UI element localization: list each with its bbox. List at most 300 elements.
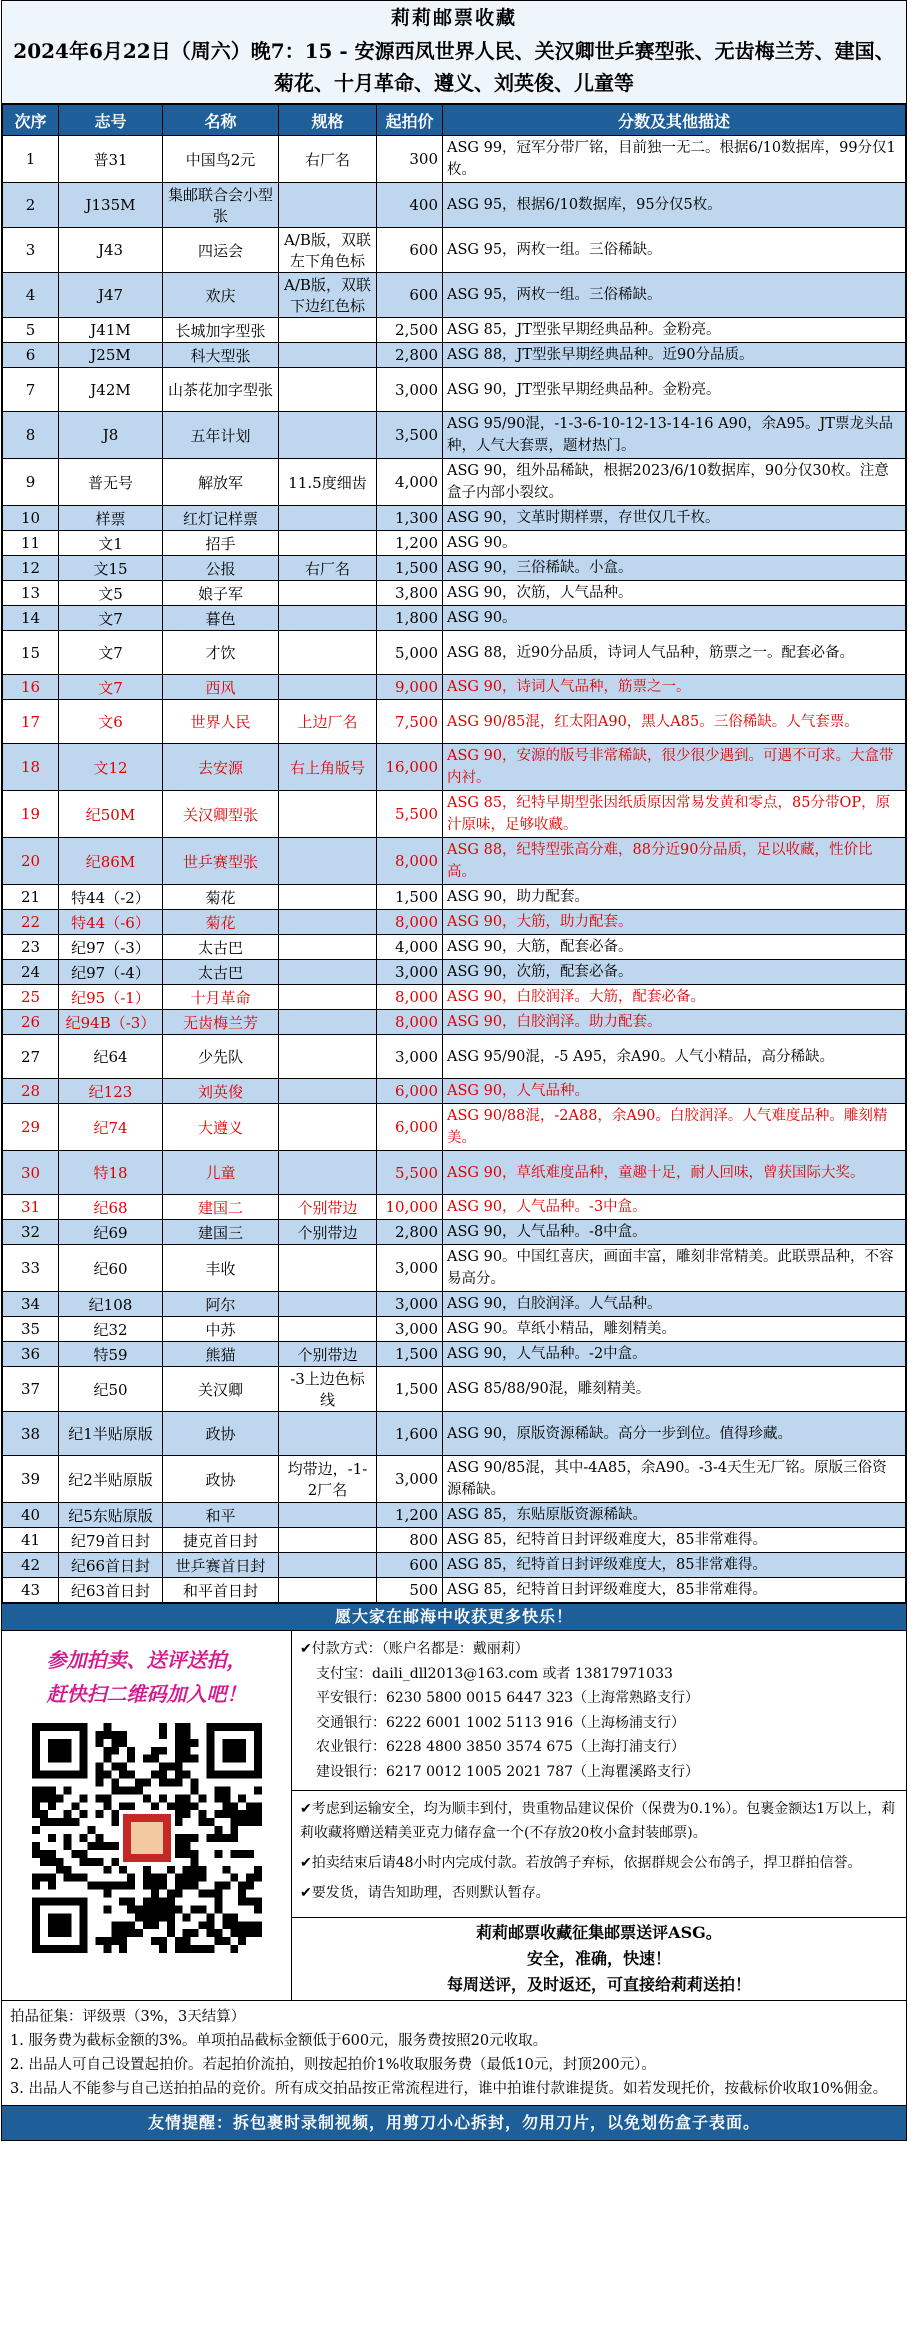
lot-spec: A/B版，双联左下角色标 <box>279 228 377 273</box>
lot-price: 1,800 <box>377 606 443 631</box>
collection-terms <box>2 2000 906 2105</box>
auction-sheet <box>1 0 907 2141</box>
lot-no: 14 <box>3 606 59 631</box>
table-row <box>3 1104 906 1151</box>
table-row <box>3 960 906 985</box>
lot-price: 800 <box>377 1528 443 1553</box>
lot-desc: ASG 85，纪特首日封评级难度大，85非常难得。 <box>443 1578 906 1603</box>
lot-spec <box>279 1151 377 1195</box>
lot-desc: ASG 90，白胶润泽。人气品种。 <box>443 1292 906 1317</box>
lot-no: 41 <box>3 1528 59 1553</box>
lot-desc: ASG 90/85混，其中-4A85，余A90。-3-4天生无厂铭。原版三俗资源稀缺。 <box>443 1456 906 1503</box>
lot-code: 纪97（-4） <box>59 960 163 985</box>
lot-desc: ASG 90，白胶润泽。大筋，配套必备。 <box>443 985 906 1010</box>
lot-no: 39 <box>3 1456 59 1503</box>
lot-spec <box>279 606 377 631</box>
lot-price: 4,000 <box>377 935 443 960</box>
lot-desc: ASG 90，人气品种。-8中盒。 <box>443 1220 906 1245</box>
lot-spec <box>279 581 377 606</box>
lot-spec <box>279 506 377 531</box>
lot-spec <box>279 631 377 675</box>
lot-name: 才饮 <box>163 631 279 675</box>
lot-spec <box>279 985 377 1010</box>
footer-reminder: 友情提醒：拆包裹时录制视频，用剪刀小心拆封，勿用刀片，以免划伤盒子表面。 <box>2 2105 906 2140</box>
lot-price: 5,500 <box>377 1151 443 1195</box>
lot-price: 10,000 <box>377 1195 443 1220</box>
table-row <box>3 838 906 885</box>
lot-name: 太古巴 <box>163 960 279 985</box>
lot-price: 1,600 <box>377 1412 443 1456</box>
lot-desc: ASG 90，人气品种。-2中盒。 <box>443 1342 906 1367</box>
lot-code: 纪123 <box>59 1079 163 1104</box>
lot-spec: 右上角版号 <box>279 744 377 791</box>
lot-name: 娘子军 <box>163 581 279 606</box>
lot-spec: 上边厂名 <box>279 700 377 744</box>
lot-name: 阿尔 <box>163 1292 279 1317</box>
lot-spec <box>279 1245 377 1292</box>
lot-price: 3,000 <box>377 960 443 985</box>
lot-no: 9 <box>3 459 59 506</box>
collection-term-1: 1. 服务费为截标金额的3%。单项拍品截标金额低于600元，服务费按照20元收取。 <box>10 2033 548 2049</box>
lot-no: 5 <box>3 318 59 343</box>
lot-code: 文5 <box>59 581 163 606</box>
lot-price: 3,000 <box>377 1317 443 1342</box>
lot-price: 1,300 <box>377 506 443 531</box>
lot-desc: ASG 95，两枚一组。三俗稀缺。 <box>443 273 906 318</box>
lot-desc: ASG 85，纪特首日封评级难度大，85非常难得。 <box>443 1553 906 1578</box>
lot-price: 3,500 <box>377 412 443 459</box>
lot-no: 40 <box>3 1503 59 1528</box>
lot-desc: ASG 90，人气品种。-3中盒。 <box>443 1195 906 1220</box>
lot-price: 16,000 <box>377 744 443 791</box>
table-row <box>3 910 906 935</box>
qr-code-icon[interactable] <box>32 1723 262 1953</box>
lot-code: 纪50M <box>59 791 163 838</box>
table-row <box>3 1245 906 1292</box>
lot-name: 大遵义 <box>163 1104 279 1151</box>
lot-code: 纪97（-3） <box>59 935 163 960</box>
table-row <box>3 1317 906 1342</box>
lot-spec <box>279 885 377 910</box>
lot-code: 纪64 <box>59 1035 163 1079</box>
asg-line-2: 安全，准确，快速！ <box>526 1949 671 1968</box>
lot-name: 建国三 <box>163 1220 279 1245</box>
col-header-no: 次序 <box>3 105 59 136</box>
lot-price: 400 <box>377 183 443 228</box>
table-row <box>3 985 906 1010</box>
lot-code: 文6 <box>59 700 163 744</box>
lot-desc: ASG 90，次筋，人气品种。 <box>443 581 906 606</box>
table-row <box>3 1503 906 1528</box>
lot-price: 1,200 <box>377 531 443 556</box>
lot-desc: ASG 95，两枚一组。三俗稀缺。 <box>443 228 906 273</box>
lot-name: 去安源 <box>163 744 279 791</box>
lot-price: 3,000 <box>377 1245 443 1292</box>
table-row <box>3 459 906 506</box>
lot-name: 菊花 <box>163 885 279 910</box>
asg-line-1: 莉莉邮票收藏征集邮票送评ASG。 <box>476 1923 722 1942</box>
lot-spec <box>279 935 377 960</box>
lot-desc: ASG 90，原版资源稀缺。高分一步到位。值得珍藏。 <box>443 1412 906 1456</box>
lot-price: 600 <box>377 273 443 318</box>
lot-price: 3,000 <box>377 1456 443 1503</box>
lot-price: 1,500 <box>377 885 443 910</box>
lot-spec <box>279 1079 377 1104</box>
lot-code: J47 <box>59 273 163 318</box>
payment-ccb: 建设银行：6217 0012 1005 2021 787（上海瞿溪路支行） <box>316 1763 700 1780</box>
lot-price: 1,200 <box>377 1503 443 1528</box>
lot-no: 15 <box>3 631 59 675</box>
lot-price: 1,500 <box>377 556 443 581</box>
lot-no: 37 <box>3 1367 59 1412</box>
lot-name: 暮色 <box>163 606 279 631</box>
lot-no: 33 <box>3 1245 59 1292</box>
lot-code: 纪60 <box>59 1245 163 1292</box>
lot-desc: ASG 90，次筋，配套必备。 <box>443 960 906 985</box>
lot-code: 文12 <box>59 744 163 791</box>
lot-spec <box>279 960 377 985</box>
table-row <box>3 744 906 791</box>
lot-no: 18 <box>3 744 59 791</box>
lot-spec: 个别带边 <box>279 1220 377 1245</box>
lot-no: 7 <box>3 368 59 412</box>
lot-name: 欢庆 <box>163 273 279 318</box>
lot-desc: ASG 95/90混，-1-3-6-10-12-13-14-16 A90，余A95。JT票龙头品种，人气大套票，题材热门。 <box>443 412 906 459</box>
lot-spec <box>279 1035 377 1079</box>
lot-price: 8,000 <box>377 985 443 1010</box>
lot-spec <box>279 838 377 885</box>
lot-name: 建国二 <box>163 1195 279 1220</box>
col-header-code: 志号 <box>59 105 163 136</box>
note-shipping: ✔考虑到运输安全，均为顺丰到付，贵重物品建议保价（保费为0.1%）。包裹金额达1万以上，莉莉收藏将赠送精美亚克力储存盒一个(不存放20枚小盒封装邮票)。 <box>300 1801 896 1841</box>
info-panel <box>292 1631 906 2000</box>
table-row <box>3 318 906 343</box>
shipping-notes <box>292 1790 906 1917</box>
table-row <box>3 700 906 744</box>
lot-desc: ASG 85，纪特早期型张因纸质原因常易发黄和零点，85分带OP，原汁原味，足够收藏。 <box>443 791 906 838</box>
lot-desc: ASG 90，人气品种。 <box>443 1079 906 1104</box>
lot-code: 文15 <box>59 556 163 581</box>
table-row <box>3 506 906 531</box>
lot-no: 27 <box>3 1035 59 1079</box>
table-row <box>3 1367 906 1412</box>
lot-code: 纪66首日封 <box>59 1553 163 1578</box>
table-row <box>3 412 906 459</box>
lot-desc: ASG 90/88混，-2A88，余A90。白胶润泽。人气难度品种。雕刻精美。 <box>443 1104 906 1151</box>
lot-price: 600 <box>377 1553 443 1578</box>
lot-no: 16 <box>3 675 59 700</box>
lot-code: 文7 <box>59 675 163 700</box>
asg-service <box>292 1917 906 2000</box>
lot-price: 8,000 <box>377 910 443 935</box>
table-row <box>3 1151 906 1195</box>
lot-no: 2 <box>3 183 59 228</box>
table-row <box>3 1553 906 1578</box>
lot-desc: ASG 90，组外品稀缺，根据2023/6/10数据库，90分仅30枚。注意盒子内部小裂纹。 <box>443 459 906 506</box>
lot-desc: ASG 90/85混，红太阳A90，黑人A85。三俗稀缺。人气套票。 <box>443 700 906 744</box>
lot-desc: ASG 90。草纸小精品，雕刻精美。 <box>443 1317 906 1342</box>
promo-line-1: 参加拍卖、送评送拍， <box>46 1648 247 1672</box>
lot-spec <box>279 531 377 556</box>
lot-desc: ASG 99，冠军分带厂铭，目前独一无二。根据6/10数据库，99分仅1枚。 <box>443 136 906 183</box>
lot-spec: 11.5度细齿 <box>279 459 377 506</box>
lot-no: 30 <box>3 1151 59 1195</box>
table-row <box>3 343 906 368</box>
lot-spec: 个别带边 <box>279 1195 377 1220</box>
lot-desc: ASG 88，纪特型张高分难，88分近90分品质，足以收藏，性价比高。 <box>443 838 906 885</box>
lot-no: 4 <box>3 273 59 318</box>
lot-spec <box>279 1503 377 1528</box>
lot-code: J8 <box>59 412 163 459</box>
table-row <box>3 136 906 183</box>
lot-desc: ASG 90，诗词人气品种，筋票之一。 <box>443 675 906 700</box>
lot-price: 3,000 <box>377 368 443 412</box>
lot-name: 世乒赛型张 <box>163 838 279 885</box>
table-row <box>3 631 906 675</box>
lot-name: 解放军 <box>163 459 279 506</box>
lot-desc: ASG 88，近90分品质，诗词人气品种，筋票之一。配套必备。 <box>443 631 906 675</box>
table-row <box>3 1528 906 1553</box>
lot-no: 29 <box>3 1104 59 1151</box>
lot-name: 世界人民 <box>163 700 279 744</box>
lot-desc: ASG 90，安源的版号非常稀缺，很少很少遇到。可遇不可求。大盒带内衬。 <box>443 744 906 791</box>
lot-code: 纪5东贴原版 <box>59 1503 163 1528</box>
payment-abc: 农业银行：6228 4800 3850 3574 675（上海打浦支行） <box>316 1739 686 1755</box>
table-row <box>3 581 906 606</box>
lot-no: 13 <box>3 581 59 606</box>
lot-spec <box>279 1528 377 1553</box>
lot-code: 特44（-2） <box>59 885 163 910</box>
lot-no: 3 <box>3 228 59 273</box>
lot-price: 7,500 <box>377 700 443 744</box>
lot-no: 28 <box>3 1079 59 1104</box>
lot-name: 公报 <box>163 556 279 581</box>
lot-code: 纪74 <box>59 1104 163 1151</box>
lot-no: 20 <box>3 838 59 885</box>
promo-panel <box>2 1631 292 2000</box>
col-header-spec: 规格 <box>279 105 377 136</box>
lot-price: 5,000 <box>377 631 443 675</box>
lot-spec <box>279 1317 377 1342</box>
lot-spec <box>279 1104 377 1151</box>
lot-no: 6 <box>3 343 59 368</box>
lot-spec <box>279 1292 377 1317</box>
lot-price: 2,800 <box>377 1220 443 1245</box>
lot-no: 25 <box>3 985 59 1010</box>
lot-price: 300 <box>377 136 443 183</box>
lot-price: 1,500 <box>377 1342 443 1367</box>
lot-no: 23 <box>3 935 59 960</box>
lot-price: 8,000 <box>377 1010 443 1035</box>
lot-spec: 右厂名 <box>279 556 377 581</box>
table-row <box>3 1578 906 1603</box>
lot-desc: ASG 90。 <box>443 606 906 631</box>
lot-desc: ASG 90，助力配套。 <box>443 885 906 910</box>
lot-desc: ASG 90，草纸难度品种，童趣十足，耐人回味，曾获国际大奖。 <box>443 1151 906 1195</box>
lot-code: 纪1半贴原版 <box>59 1412 163 1456</box>
lot-desc: ASG 90，白胶润泽。助力配套。 <box>443 1010 906 1035</box>
table-row <box>3 228 906 273</box>
lot-desc: ASG 90。 <box>443 531 906 556</box>
table-row <box>3 273 906 318</box>
table-row <box>3 791 906 838</box>
table-row <box>3 1412 906 1456</box>
lot-name: 儿童 <box>163 1151 279 1195</box>
lot-no: 12 <box>3 556 59 581</box>
lot-spec <box>279 1010 377 1035</box>
lot-code: 普31 <box>59 136 163 183</box>
payment-title: ✔付款方式：（账户名都是：戴丽莉） <box>300 1641 529 1657</box>
lot-name: 捷克首日封 <box>163 1528 279 1553</box>
lot-no: 10 <box>3 506 59 531</box>
lot-name: 五年计划 <box>163 412 279 459</box>
lot-name: 熊猫 <box>163 1342 279 1367</box>
lot-no: 32 <box>3 1220 59 1245</box>
lot-name: 长城加字型张 <box>163 318 279 343</box>
col-header-desc: 分数及其他描述 <box>443 105 906 136</box>
collection-term-3: 3. 出品人不能参与自己送拍拍品的竞价。所有成交拍品按正常流程进行，谁中拍谁付款谁提货。如若发现托价，按截标价收取10%佣金。 <box>10 2081 888 2097</box>
lot-name: 西风 <box>163 675 279 700</box>
lot-price: 1,500 <box>377 1367 443 1412</box>
lot-name: 山茶花加字型张 <box>163 368 279 412</box>
lot-no: 1 <box>3 136 59 183</box>
table-row <box>3 183 906 228</box>
lot-no: 11 <box>3 531 59 556</box>
lot-desc: ASG 85，东贴原版资源稀缺。 <box>443 1503 906 1528</box>
col-header-price: 起拍价 <box>377 105 443 136</box>
lot-code: 纪79首日封 <box>59 1528 163 1553</box>
lot-no: 34 <box>3 1292 59 1317</box>
lot-code: 纪68 <box>59 1195 163 1220</box>
lot-no: 26 <box>3 1010 59 1035</box>
table-row <box>3 1220 906 1245</box>
payment-bocom: 交通银行：6222 6001 1002 5113 916（上海杨浦支行） <box>316 1714 686 1731</box>
payment-section <box>2 1630 906 2000</box>
lot-code: J135M <box>59 183 163 228</box>
table-row <box>3 1079 906 1104</box>
lot-no: 22 <box>3 910 59 935</box>
lot-spec <box>279 412 377 459</box>
lot-name: 刘英俊 <box>163 1079 279 1104</box>
lot-code: 纪69 <box>59 1220 163 1245</box>
lot-no: 31 <box>3 1195 59 1220</box>
lot-name: 政协 <box>163 1412 279 1456</box>
lots-table <box>2 104 906 1603</box>
lot-price: 3,000 <box>377 1035 443 1079</box>
lot-price: 6,000 <box>377 1104 443 1151</box>
lot-no: 35 <box>3 1317 59 1342</box>
lot-spec <box>279 1578 377 1603</box>
lot-name: 中国鸟2元 <box>163 136 279 183</box>
lot-name: 和平首日封 <box>163 1578 279 1603</box>
lot-price: 5,500 <box>377 791 443 838</box>
page-title: 莉莉邮票收藏 <box>390 7 517 29</box>
lot-spec <box>279 910 377 935</box>
lot-desc: ASG 85，JT型张早期经典品种。金粉亮。 <box>443 318 906 343</box>
lot-code: J42M <box>59 368 163 412</box>
lot-price: 600 <box>377 228 443 273</box>
lot-code: 普无号 <box>59 459 163 506</box>
payment-pingan: 平安银行：6230 5800 0015 6447 323（上海常熟路支行） <box>316 1690 700 1706</box>
lot-no: 42 <box>3 1553 59 1578</box>
lot-spec <box>279 791 377 838</box>
lot-no: 21 <box>3 885 59 910</box>
lot-code: 纪94B（-3） <box>59 1010 163 1035</box>
lot-code: 纪108 <box>59 1292 163 1317</box>
lot-name: 红灯记样票 <box>163 506 279 531</box>
table-row <box>3 531 906 556</box>
lot-price: 8,000 <box>377 838 443 885</box>
lot-spec: A/B版，双联下边红色标 <box>279 273 377 318</box>
lot-name: 中苏 <box>163 1317 279 1342</box>
payment-alipay: 支付宝：daili_dll2013@163.com 或者 13817971033 <box>316 1665 673 1682</box>
lot-spec: 右厂名 <box>279 136 377 183</box>
lot-desc: ASG 90，JT型张早期经典品种。金粉亮。 <box>443 368 906 412</box>
lot-no: 38 <box>3 1412 59 1456</box>
table-row <box>3 1195 906 1220</box>
lot-code: 样票 <box>59 506 163 531</box>
lot-name: 四运会 <box>163 228 279 273</box>
page-subtitle: 2024年6月22日（周六）晚7：15 - 安源西凤世界人民、关汉卿世乒赛型张、无齿梅兰芳、建国、菊花、十月革命、遵义、刘英俊、儿童等 <box>13 39 895 95</box>
lot-name: 科大型张 <box>163 343 279 368</box>
lot-no: 17 <box>3 700 59 744</box>
lot-desc: ASG 85，纪特首日封评级难度大，85非常难得。 <box>443 1528 906 1553</box>
collection-term-2: 2. 出品人可自己设置起拍价。若起拍价流拍，则按起拍价1%收取服务费（最低10元，封顶200元）。 <box>10 2057 656 2073</box>
lot-name: 十月革命 <box>163 985 279 1010</box>
table-row <box>3 885 906 910</box>
lot-no: 19 <box>3 791 59 838</box>
lot-name: 菊花 <box>163 910 279 935</box>
lot-spec <box>279 675 377 700</box>
lot-price: 6,000 <box>377 1079 443 1104</box>
lot-price: 9,000 <box>377 675 443 700</box>
lot-desc: ASG 85/88/90混，雕刻精美。 <box>443 1367 906 1412</box>
lot-desc: ASG 90，三俗稀缺。小盒。 <box>443 556 906 581</box>
table-row <box>3 1456 906 1503</box>
lot-code: J43 <box>59 228 163 273</box>
lot-desc: ASG 95，根据6/10数据库，95分仅5枚。 <box>443 183 906 228</box>
lot-name: 无齿梅兰芳 <box>163 1010 279 1035</box>
lot-spec <box>279 343 377 368</box>
table-row <box>3 1342 906 1367</box>
lot-code: 特18 <box>59 1151 163 1195</box>
lot-desc: ASG 90，大筋，助力配套。 <box>443 910 906 935</box>
promo-line-2: 赶快扫二维码加入吧！ <box>46 1682 247 1706</box>
table-row <box>3 368 906 412</box>
lot-name: 世乒赛首日封 <box>163 1553 279 1578</box>
lot-name: 丰收 <box>163 1245 279 1292</box>
table-row <box>3 1292 906 1317</box>
col-header-name: 名称 <box>163 105 279 136</box>
lot-spec <box>279 368 377 412</box>
lot-spec: 均带边，-1-2厂名 <box>279 1456 377 1503</box>
lot-spec: -3上边色标线 <box>279 1367 377 1412</box>
lot-spec <box>279 1553 377 1578</box>
lot-code: 纪63首日封 <box>59 1578 163 1603</box>
lot-name: 和平 <box>163 1503 279 1528</box>
lot-spec <box>279 1412 377 1456</box>
lot-name: 集邮联合会小型张 <box>163 183 279 228</box>
table-row <box>3 556 906 581</box>
lot-code: 纪86M <box>59 838 163 885</box>
lot-name: 关汉卿 <box>163 1367 279 1412</box>
lot-price: 4,000 <box>377 459 443 506</box>
lot-code: 特44（-6） <box>59 910 163 935</box>
table-row <box>3 606 906 631</box>
lot-code: J25M <box>59 343 163 368</box>
lot-code: 纪50 <box>59 1367 163 1412</box>
lot-price: 3,000 <box>377 1292 443 1317</box>
